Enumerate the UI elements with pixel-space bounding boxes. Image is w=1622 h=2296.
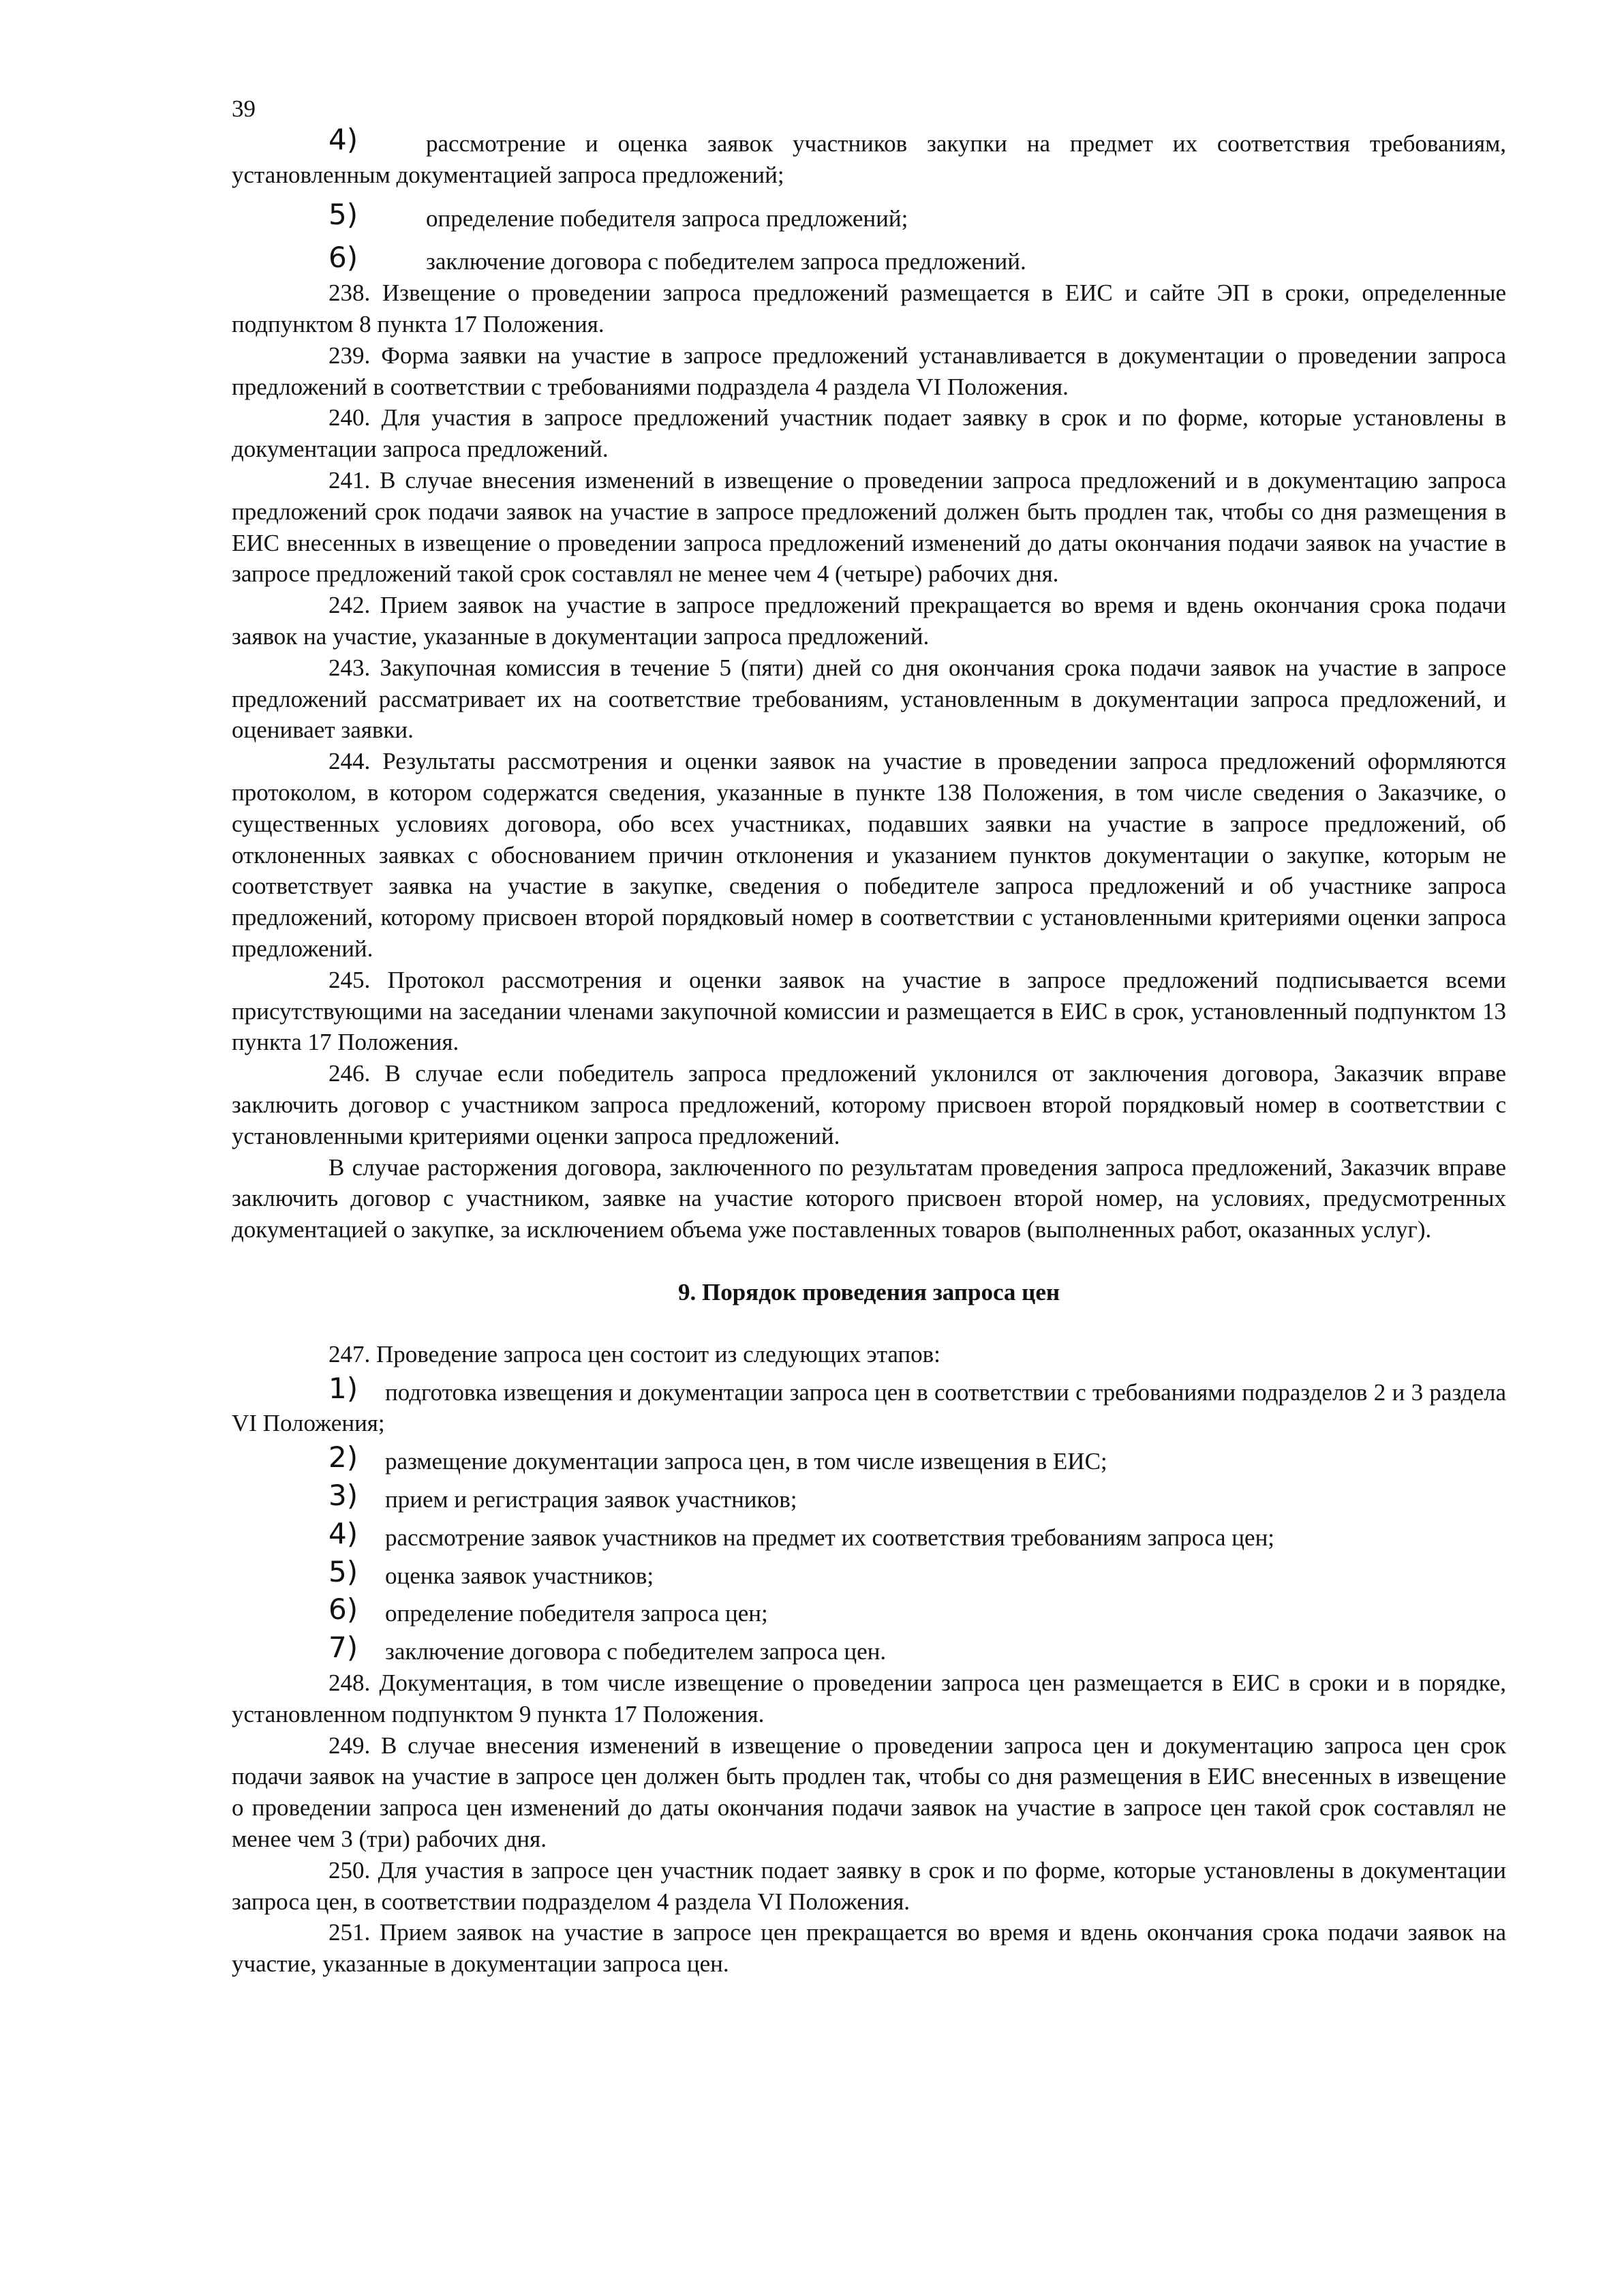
list-item — [232, 1554, 1506, 1592]
list-item-number: 5) — [328, 197, 358, 231]
list-item-text: заключение договора с победителем запроса цен. — [385, 1638, 887, 1665]
section-heading: 9. Порядок проведения запроса цен — [677, 1278, 1060, 1305]
paragraph-244: 244. Результаты рассмотрения и оценки заявок на участие в проведении запроса предложений оформляются протоколом, в котором содержатся сведения, указанные в пункте 138 Положения, в том числе сведения о Заказчике, о существенных условиях договора, обо всех участниках, подавших заявки на участие в запросе предложений, об отклоненных заявках с обоснованием причин отклонения и указанием пунктов документации о закупке, которым не соответствует заявка на участие в закупке, сведения о победителе запроса предложений и об участнике запроса предложений, которому присвоен второй порядковый номер в соответствии с установленными критериями оценки запроса предложений. — [232, 748, 1506, 962]
paragraph-240: 240. Для участия в запросе предложений участник подает заявку в срок и по форме, которые установлены в документации запроса предложений. — [232, 404, 1506, 463]
list-item — [232, 241, 1506, 277]
paragraph-248: 248. Документация, в том числе извещение о проведении запроса цен размещается в ЕИС в сроки и в порядке, установленном подпунктом 9 пункта 17 Положения. — [232, 1670, 1506, 1727]
list-item-text: рассмотрение заявок участников на предмет их соответствия требованиям запроса цен; — [385, 1524, 1275, 1551]
paragraph-242: 242. Прием заявок на участие в запросе предложений прекращается во время и вдень окончания срока подачи заявок на участие, указанные в документации запроса предложений. — [232, 592, 1506, 650]
paragraph-250: 250. Для участия в запросе цен участник подает заявку в срок и по форме, которые установлены в документации запроса цен, в соответствии подразделом 4 раздела VI Положения. — [232, 1856, 1506, 1915]
paragraph-239: 239. Форма заявки на участие в запросе предложений устанавливается в документации о проведении запроса предложений в соответствии с требованиями подраздела 4 раздела VI Положения. — [232, 342, 1506, 400]
paragraph-243: 243. Закупочная комиссия в течение 5 (пяти) дней со дня окончания срока подачи заявок на участие в запросе предложений рассматривает их на соответствие требованиям, установленным в документации запроса предложений, и оценивает заявки. — [232, 654, 1506, 744]
list-item-number: 7) — [328, 1631, 358, 1665]
list-item-text: определение победителя запроса предложений; — [426, 205, 908, 232]
list-item-text: подготовка извещения и документации запроса цен в соответствии с требованиями подразделов 2 и 3 раздела VI Положения; — [232, 1378, 1506, 1437]
list-item — [232, 1479, 1506, 1515]
paragraph-238: 238. Извещение о проведении запроса предложений размещается в ЕИС и сайте ЭП в сроки, определенные подпунктом 8 пункта 17 Положения. — [232, 280, 1506, 337]
list-item — [232, 1440, 1506, 1477]
paragraph-249: 249. В случае внесения изменений в извещение о проведении запроса цен и документацию запроса цен срок подачи заявок на участие в запросе цен должен быть продлен так, чтобы со дня размещения в ЕИС внесенных в извещение о проведении запроса цен изменений до даты окончания подачи заявок на участие в запросе цен такой срок составлял не менее чем 3 (три) рабочих дня. — [232, 1732, 1506, 1853]
list-item-number: 1) — [328, 1371, 358, 1405]
list-item — [232, 1631, 1506, 1667]
list-item — [232, 123, 1506, 191]
list-item-number: 4) — [328, 123, 358, 156]
list-item-text: размещение документации запроса цен, в том числе извещения в ЕИС; — [385, 1448, 1107, 1475]
list-item-text: заключение договора с победителем запроса предложений. — [426, 248, 1026, 275]
list-item-text: оценка заявок участников; — [385, 1562, 654, 1589]
paragraph-251: 251. Прием заявок на участие в запросе цен прекращается во время и вдень окончания срока подачи заявок на участие, указанные в документации запроса цен. — [232, 1919, 1506, 1978]
list-item-number: 3) — [328, 1479, 358, 1513]
list-item-text: рассмотрение и оценка заявок участников закупки на предмет их соответствия требованиям, установленным документацией запроса предложений; — [232, 130, 1506, 188]
list-item-text: определение победителя запроса цен; — [385, 1600, 768, 1627]
list-item — [232, 1592, 1506, 1629]
list-item — [232, 1371, 1506, 1440]
document-body — [232, 123, 1506, 1980]
paragraph-247: 247. Проведение запроса цен состоит из следующих этапов: — [328, 1340, 940, 1368]
paragraph-246: 246. В случае если победитель запроса предложений уклонился от заключения договора, Заказчик вправе заключить договор с участником запроса предложений, которому присвоен второй порядковый номер в соответствии с установленными критериями оценки запроса предложений. — [232, 1060, 1506, 1149]
list-item-number: 5) — [328, 1554, 358, 1588]
list-item-number: 6) — [328, 241, 358, 275]
list-item-text: прием и регистрация заявок участников; — [385, 1486, 797, 1513]
list-item-number: 6) — [328, 1592, 358, 1627]
paragraph-246-continued: В случае расторжения договора, заключенного по результатам проведения запроса предложений, Заказчик вправе заключить договор с участником, заявке на участие которого присвоен второй номер, на условиях, предусмотренных документацией о закупке, за исключением объема уже поставленных товаров (выполненных работ, оказанных услуг). — [232, 1153, 1506, 1243]
list-item-number: 4) — [328, 1516, 358, 1550]
paragraph-241: 241. В случае внесения изменений в извещение о проведении запроса предложений и в документацию запроса предложений срок подачи заявок на участие в запросе предложений должен быть продлен так, чтобы со дня размещения в ЕИС внесенных в извещение о проведении запроса предложений изменений до даты окончания подачи заявок на участие в запросе предложений такой срок составлял не менее чем 4 (четыре) рабочих дня. — [232, 466, 1506, 588]
list-item-number: 2) — [328, 1440, 358, 1475]
page-number: 39 — [232, 95, 256, 122]
paragraph-245: 245. Протокол рассмотрения и оценки заявок на участие в запросе предложений подписывается всеми присутствующими на заседании членами закупочной комиссии и размещается в ЕИС в срок, установленный подпунктом 13 пункта 17 Положения. — [232, 966, 1506, 1056]
list-item — [232, 197, 1506, 235]
list-item — [232, 1516, 1506, 1554]
